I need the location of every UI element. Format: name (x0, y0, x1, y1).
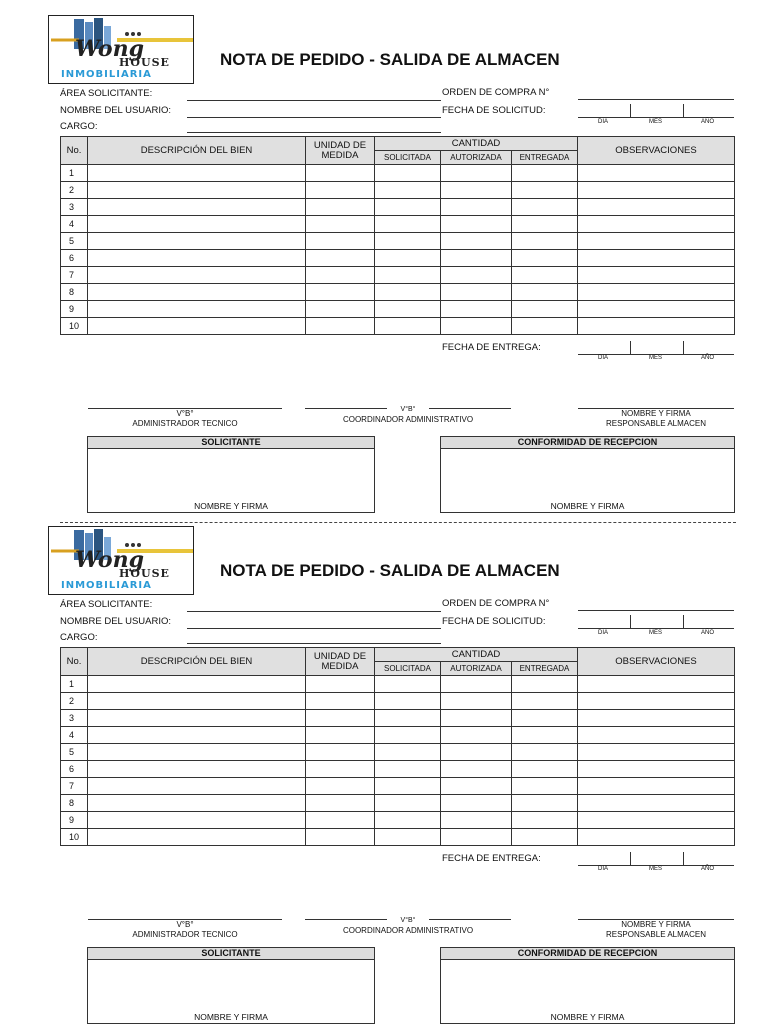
table-cell[interactable] (375, 318, 441, 335)
table-row (61, 233, 735, 250)
row-number: 7 (61, 267, 88, 284)
responsable-label: RESPONSABLE ALMACEN (605, 419, 707, 428)
table-row (61, 676, 735, 693)
area-input[interactable] (187, 611, 441, 612)
table-cell[interactable] (578, 761, 735, 778)
table-cell[interactable] (578, 233, 735, 250)
table-cell[interactable] (88, 778, 306, 795)
col-solicitada: SOLICITADA (375, 151, 441, 165)
row-number: 3 (61, 710, 88, 727)
usuario-input[interactable] (187, 628, 441, 629)
usuario-label: NOMBRE DEL USUARIO: (60, 616, 172, 627)
table-cell[interactable] (375, 761, 441, 778)
ano-label: AÑO (701, 630, 715, 636)
table-cell[interactable] (306, 710, 375, 727)
table-cell[interactable] (375, 165, 441, 182)
responsable-label: RESPONSABLE ALMACEN (605, 930, 707, 939)
table-cell[interactable] (441, 199, 512, 216)
row-number: 10 (61, 318, 88, 335)
col-cantidad: CANTIDAD (375, 648, 578, 662)
fecha-solicitud-label: FECHA DE SOLICITUD: (442, 105, 546, 116)
table-row (61, 744, 735, 761)
col-observaciones: OBSERVACIONES (578, 137, 735, 165)
table-cell[interactable] (306, 233, 375, 250)
row-number: 4 (61, 727, 88, 744)
table-cell[interactable] (578, 693, 735, 710)
table-cell[interactable] (88, 676, 306, 693)
table-cell[interactable] (306, 829, 375, 846)
solicitante-box[interactable] (87, 947, 375, 1024)
almacen-signature (578, 920, 734, 940)
table-cell[interactable] (88, 795, 306, 812)
row-number: 8 (61, 284, 88, 301)
table-cell[interactable] (578, 267, 735, 284)
table-cell[interactable] (578, 182, 735, 199)
coord-signature (305, 404, 511, 425)
table-cell[interactable] (306, 812, 375, 829)
table-cell[interactable] (375, 233, 441, 250)
table-cell[interactable] (441, 301, 512, 318)
table-cell[interactable] (375, 727, 441, 744)
table-cell[interactable] (306, 318, 375, 335)
table-cell[interactable] (512, 676, 578, 693)
table-cell[interactable] (375, 710, 441, 727)
vb2-label: V°B° (387, 916, 430, 926)
table-row (61, 284, 735, 301)
date-divider (683, 104, 684, 117)
table-row (61, 182, 735, 199)
table-cell[interactable] (375, 301, 441, 318)
table-cell[interactable] (578, 250, 735, 267)
items-table (60, 136, 735, 335)
table-cell[interactable] (441, 216, 512, 233)
area-label: ÁREA SOLICITANTE: (60, 88, 153, 99)
row-number: 6 (61, 761, 88, 778)
date-divider (630, 341, 631, 354)
table-cell[interactable] (88, 233, 306, 250)
table-cell[interactable] (88, 812, 306, 829)
table-cell[interactable] (512, 250, 578, 267)
table-cell[interactable] (512, 761, 578, 778)
table-row (61, 318, 735, 335)
table-cell[interactable] (88, 284, 306, 301)
table-cell[interactable] (375, 744, 441, 761)
table-cell[interactable] (88, 693, 306, 710)
table-cell[interactable] (306, 301, 375, 318)
conformidad-heading: CONFORMIDAD DE RECEPCION (441, 948, 734, 960)
table-cell[interactable] (441, 812, 512, 829)
orden-label: ORDEN DE COMPRA N° (442, 598, 550, 609)
table-cell[interactable] (512, 710, 578, 727)
fecha-solicitud-label: FECHA DE SOLICITUD: (442, 616, 546, 627)
table-cell[interactable] (88, 829, 306, 846)
row-number: 8 (61, 795, 88, 812)
row-number: 3 (61, 199, 88, 216)
table-cell[interactable] (306, 778, 375, 795)
mes-label-2: MES (649, 866, 663, 872)
table-cell[interactable] (578, 710, 735, 727)
fecha-solicitud-input[interactable] (578, 628, 734, 629)
table-cell[interactable] (512, 727, 578, 744)
table-cell[interactable] (88, 318, 306, 335)
table-cell[interactable] (441, 267, 512, 284)
items-table (60, 647, 735, 846)
solicitante-heading: SOLICITANTE (88, 437, 374, 449)
row-number: 1 (61, 676, 88, 693)
mes-label: MES (649, 630, 663, 636)
ano-label: AÑO (701, 119, 715, 125)
table-row (61, 710, 735, 727)
admin-signature (88, 920, 282, 940)
solicitante-firma: NOMBRE Y FIRMA (194, 501, 268, 511)
conformidad-heading: CONFORMIDAD DE RECEPCION (441, 437, 734, 449)
col-autorizada: AUTORIZADA (441, 662, 512, 676)
table-cell[interactable] (306, 761, 375, 778)
table-cell[interactable] (512, 318, 578, 335)
table-cell[interactable] (512, 165, 578, 182)
dia-label-2: DIA (598, 866, 609, 872)
table-row (61, 829, 735, 846)
table-cell[interactable] (512, 267, 578, 284)
table-cell[interactable] (306, 250, 375, 267)
vb-label: V°B° (176, 409, 194, 418)
row-number: 5 (61, 233, 88, 250)
table-cell[interactable] (375, 250, 441, 267)
table-cell[interactable] (306, 676, 375, 693)
coord-label: COORDINADOR ADMINISTRATIVO (342, 926, 474, 935)
cargo-label: CARGO: (60, 632, 98, 643)
col-entregada: ENTREGADA (512, 151, 578, 165)
table-cell[interactable] (578, 727, 735, 744)
table-cell[interactable] (306, 727, 375, 744)
col-descripcion: DESCRIPCIÓN DEL BIEN (88, 137, 306, 165)
admin-label: ADMINISTRADOR TECNICO (132, 930, 238, 939)
orden-input[interactable] (578, 99, 734, 100)
table-cell[interactable] (375, 199, 441, 216)
table-cell[interactable] (512, 778, 578, 795)
table-cell[interactable] (578, 795, 735, 812)
coord-label: COORDINADOR ADMINISTRATIVO (342, 415, 474, 424)
table-cell[interactable] (441, 829, 512, 846)
col-no: No. (61, 137, 88, 165)
table-cell[interactable] (441, 710, 512, 727)
cargo-label: CARGO: (60, 121, 98, 132)
table-cell[interactable] (578, 744, 735, 761)
table-cell[interactable] (375, 182, 441, 199)
conformidad-box[interactable] (440, 436, 735, 513)
table-cell[interactable] (441, 318, 512, 335)
mes-label: MES (649, 119, 663, 125)
table-cell[interactable] (441, 284, 512, 301)
conformidad-firma: NOMBRE Y FIRMA (550, 501, 625, 511)
table-cell[interactable] (512, 812, 578, 829)
col-unidad: UNIDAD DE MEDIDA (306, 137, 375, 165)
table-row (61, 693, 735, 710)
cut-line (60, 522, 736, 523)
table-cell[interactable] (306, 165, 375, 182)
dia-label-2: DIA (598, 355, 609, 361)
row-number: 10 (61, 829, 88, 846)
table-cell[interactable] (441, 182, 512, 199)
company-logo (48, 526, 194, 595)
coord-signature (305, 915, 511, 936)
table-row (61, 301, 735, 318)
table-cell[interactable] (441, 795, 512, 812)
table-cell[interactable] (375, 778, 441, 795)
table-cell[interactable] (88, 165, 306, 182)
table-cell[interactable] (512, 284, 578, 301)
date-divider (683, 615, 684, 628)
row-number: 9 (61, 301, 88, 318)
ano-label-2: AÑO (701, 866, 715, 872)
table-row (61, 216, 735, 233)
table-cell[interactable] (441, 165, 512, 182)
col-entregada: ENTREGADA (512, 662, 578, 676)
ano-label-2: AÑO (701, 355, 715, 361)
table-cell[interactable] (375, 693, 441, 710)
table-cell[interactable] (578, 778, 735, 795)
table-cell[interactable] (88, 199, 306, 216)
table-cell[interactable] (512, 199, 578, 216)
logo-wong: Wong (75, 36, 144, 62)
dia-label: DIA (598, 119, 609, 125)
row-number: 6 (61, 250, 88, 267)
vb-label: V°B° (176, 920, 194, 929)
table-cell[interactable] (306, 267, 375, 284)
company-logo (48, 15, 194, 84)
admin-label: ADMINISTRADOR TECNICO (132, 419, 238, 428)
table-cell[interactable] (441, 778, 512, 795)
table-cell[interactable] (375, 829, 441, 846)
usuario-input[interactable] (187, 117, 441, 118)
fecha-solicitud-input[interactable] (578, 117, 734, 118)
col-unidad: UNIDAD DE MEDIDA (306, 648, 375, 676)
table-cell[interactable] (88, 216, 306, 233)
table-cell[interactable] (375, 216, 441, 233)
table-cell[interactable] (306, 693, 375, 710)
dia-label: DIA (598, 630, 609, 636)
table-cell[interactable] (441, 250, 512, 267)
table-cell[interactable] (441, 727, 512, 744)
table-cell[interactable] (441, 676, 512, 693)
mes-label-2: MES (649, 355, 663, 361)
table-cell[interactable] (375, 267, 441, 284)
table-cell[interactable] (512, 795, 578, 812)
table-cell[interactable] (88, 182, 306, 199)
date-divider (683, 852, 684, 865)
conformidad-box[interactable] (440, 947, 735, 1024)
solicitante-box[interactable] (87, 436, 375, 513)
table-cell[interactable] (88, 710, 306, 727)
row-number: 2 (61, 693, 88, 710)
table-cell[interactable] (512, 301, 578, 318)
table-cell[interactable] (88, 727, 306, 744)
table-cell[interactable] (375, 812, 441, 829)
table-cell[interactable] (578, 318, 735, 335)
items-body (61, 676, 735, 846)
row-number: 9 (61, 812, 88, 829)
logo-house: HOUSE (119, 567, 170, 580)
row-number: 2 (61, 182, 88, 199)
col-observaciones: OBSERVACIONES (578, 648, 735, 676)
table-cell[interactable] (375, 284, 441, 301)
table-row (61, 812, 735, 829)
table-row (61, 250, 735, 267)
table-cell[interactable] (306, 284, 375, 301)
cargo-input[interactable] (187, 132, 441, 133)
admin-signature (88, 409, 282, 429)
form-title: NOTA DE PEDIDO - SALIDA DE ALMACEN (220, 561, 560, 580)
table-cell[interactable] (375, 795, 441, 812)
fecha-entrega-label: FECHA DE ENTREGA: (442, 342, 541, 353)
table-cell[interactable] (441, 744, 512, 761)
table-cell[interactable] (512, 744, 578, 761)
vb2-label: V°B° (387, 405, 430, 415)
table-cell[interactable] (578, 829, 735, 846)
table-cell[interactable] (88, 744, 306, 761)
logo-wong: Wong (75, 547, 144, 573)
table-cell[interactable] (441, 233, 512, 250)
table-cell[interactable] (578, 216, 735, 233)
table-cell[interactable] (88, 301, 306, 318)
table-cell[interactable] (306, 795, 375, 812)
table-cell[interactable] (88, 267, 306, 284)
row-number: 1 (61, 165, 88, 182)
table-cell[interactable] (512, 233, 578, 250)
form-title: NOTA DE PEDIDO - SALIDA DE ALMACEN (220, 50, 560, 69)
table-row (61, 267, 735, 284)
table-cell[interactable] (306, 744, 375, 761)
table-cell[interactable] (512, 216, 578, 233)
table-cell[interactable] (306, 182, 375, 199)
table-cell[interactable] (512, 182, 578, 199)
table-cell[interactable] (306, 199, 375, 216)
items-body (61, 165, 735, 335)
pedido-form (0, 511, 768, 1023)
table-row (61, 795, 735, 812)
date-divider (630, 104, 631, 117)
solicitante-firma: NOMBRE Y FIRMA (194, 1012, 268, 1022)
date-divider (683, 341, 684, 354)
table-cell[interactable] (578, 199, 735, 216)
table-cell[interactable] (578, 812, 735, 829)
table-cell[interactable] (441, 761, 512, 778)
table-row (61, 199, 735, 216)
nombre-firma-label: NOMBRE Y FIRMA (621, 920, 691, 929)
almacen-signature (578, 409, 734, 429)
table-cell[interactable] (512, 693, 578, 710)
row-number: 4 (61, 216, 88, 233)
table-row (61, 778, 735, 795)
cargo-input[interactable] (187, 643, 441, 644)
orden-input[interactable] (578, 610, 734, 611)
table-cell[interactable] (578, 676, 735, 693)
row-number: 5 (61, 744, 88, 761)
fecha-entrega-label: FECHA DE ENTREGA: (442, 853, 541, 864)
table-cell[interactable] (441, 693, 512, 710)
table-row (61, 727, 735, 744)
logo-inmobiliaria: INMOBILIARIA (61, 69, 152, 80)
logo-house: HOUSE (119, 56, 170, 69)
usuario-label: NOMBRE DEL USUARIO: (60, 105, 172, 116)
table-cell[interactable] (512, 829, 578, 846)
area-input[interactable] (187, 100, 441, 101)
logo-inmobiliaria: INMOBILIARIA (61, 580, 152, 591)
table-cell[interactable] (88, 250, 306, 267)
nombre-firma-label: NOMBRE Y FIRMA (621, 409, 691, 418)
table-cell[interactable] (578, 165, 735, 182)
date-divider (630, 852, 631, 865)
date-divider (630, 615, 631, 628)
orden-label: ORDEN DE COMPRA N° (442, 87, 550, 98)
solicitante-heading: SOLICITANTE (88, 948, 374, 960)
table-row (61, 165, 735, 182)
col-descripcion: DESCRIPCIÓN DEL BIEN (88, 648, 306, 676)
table-cell[interactable] (375, 676, 441, 693)
conformidad-firma: NOMBRE Y FIRMA (550, 1012, 625, 1022)
table-cell[interactable] (578, 284, 735, 301)
row-number: 7 (61, 778, 88, 795)
col-solicitada: SOLICITADA (375, 662, 441, 676)
table-cell[interactable] (306, 216, 375, 233)
col-autorizada: AUTORIZADA (441, 151, 512, 165)
table-cell[interactable] (578, 301, 735, 318)
table-cell[interactable] (88, 761, 306, 778)
col-cantidad: CANTIDAD (375, 137, 578, 151)
area-label: ÁREA SOLICITANTE: (60, 599, 153, 610)
table-row (61, 761, 735, 778)
col-no: No. (61, 648, 88, 676)
